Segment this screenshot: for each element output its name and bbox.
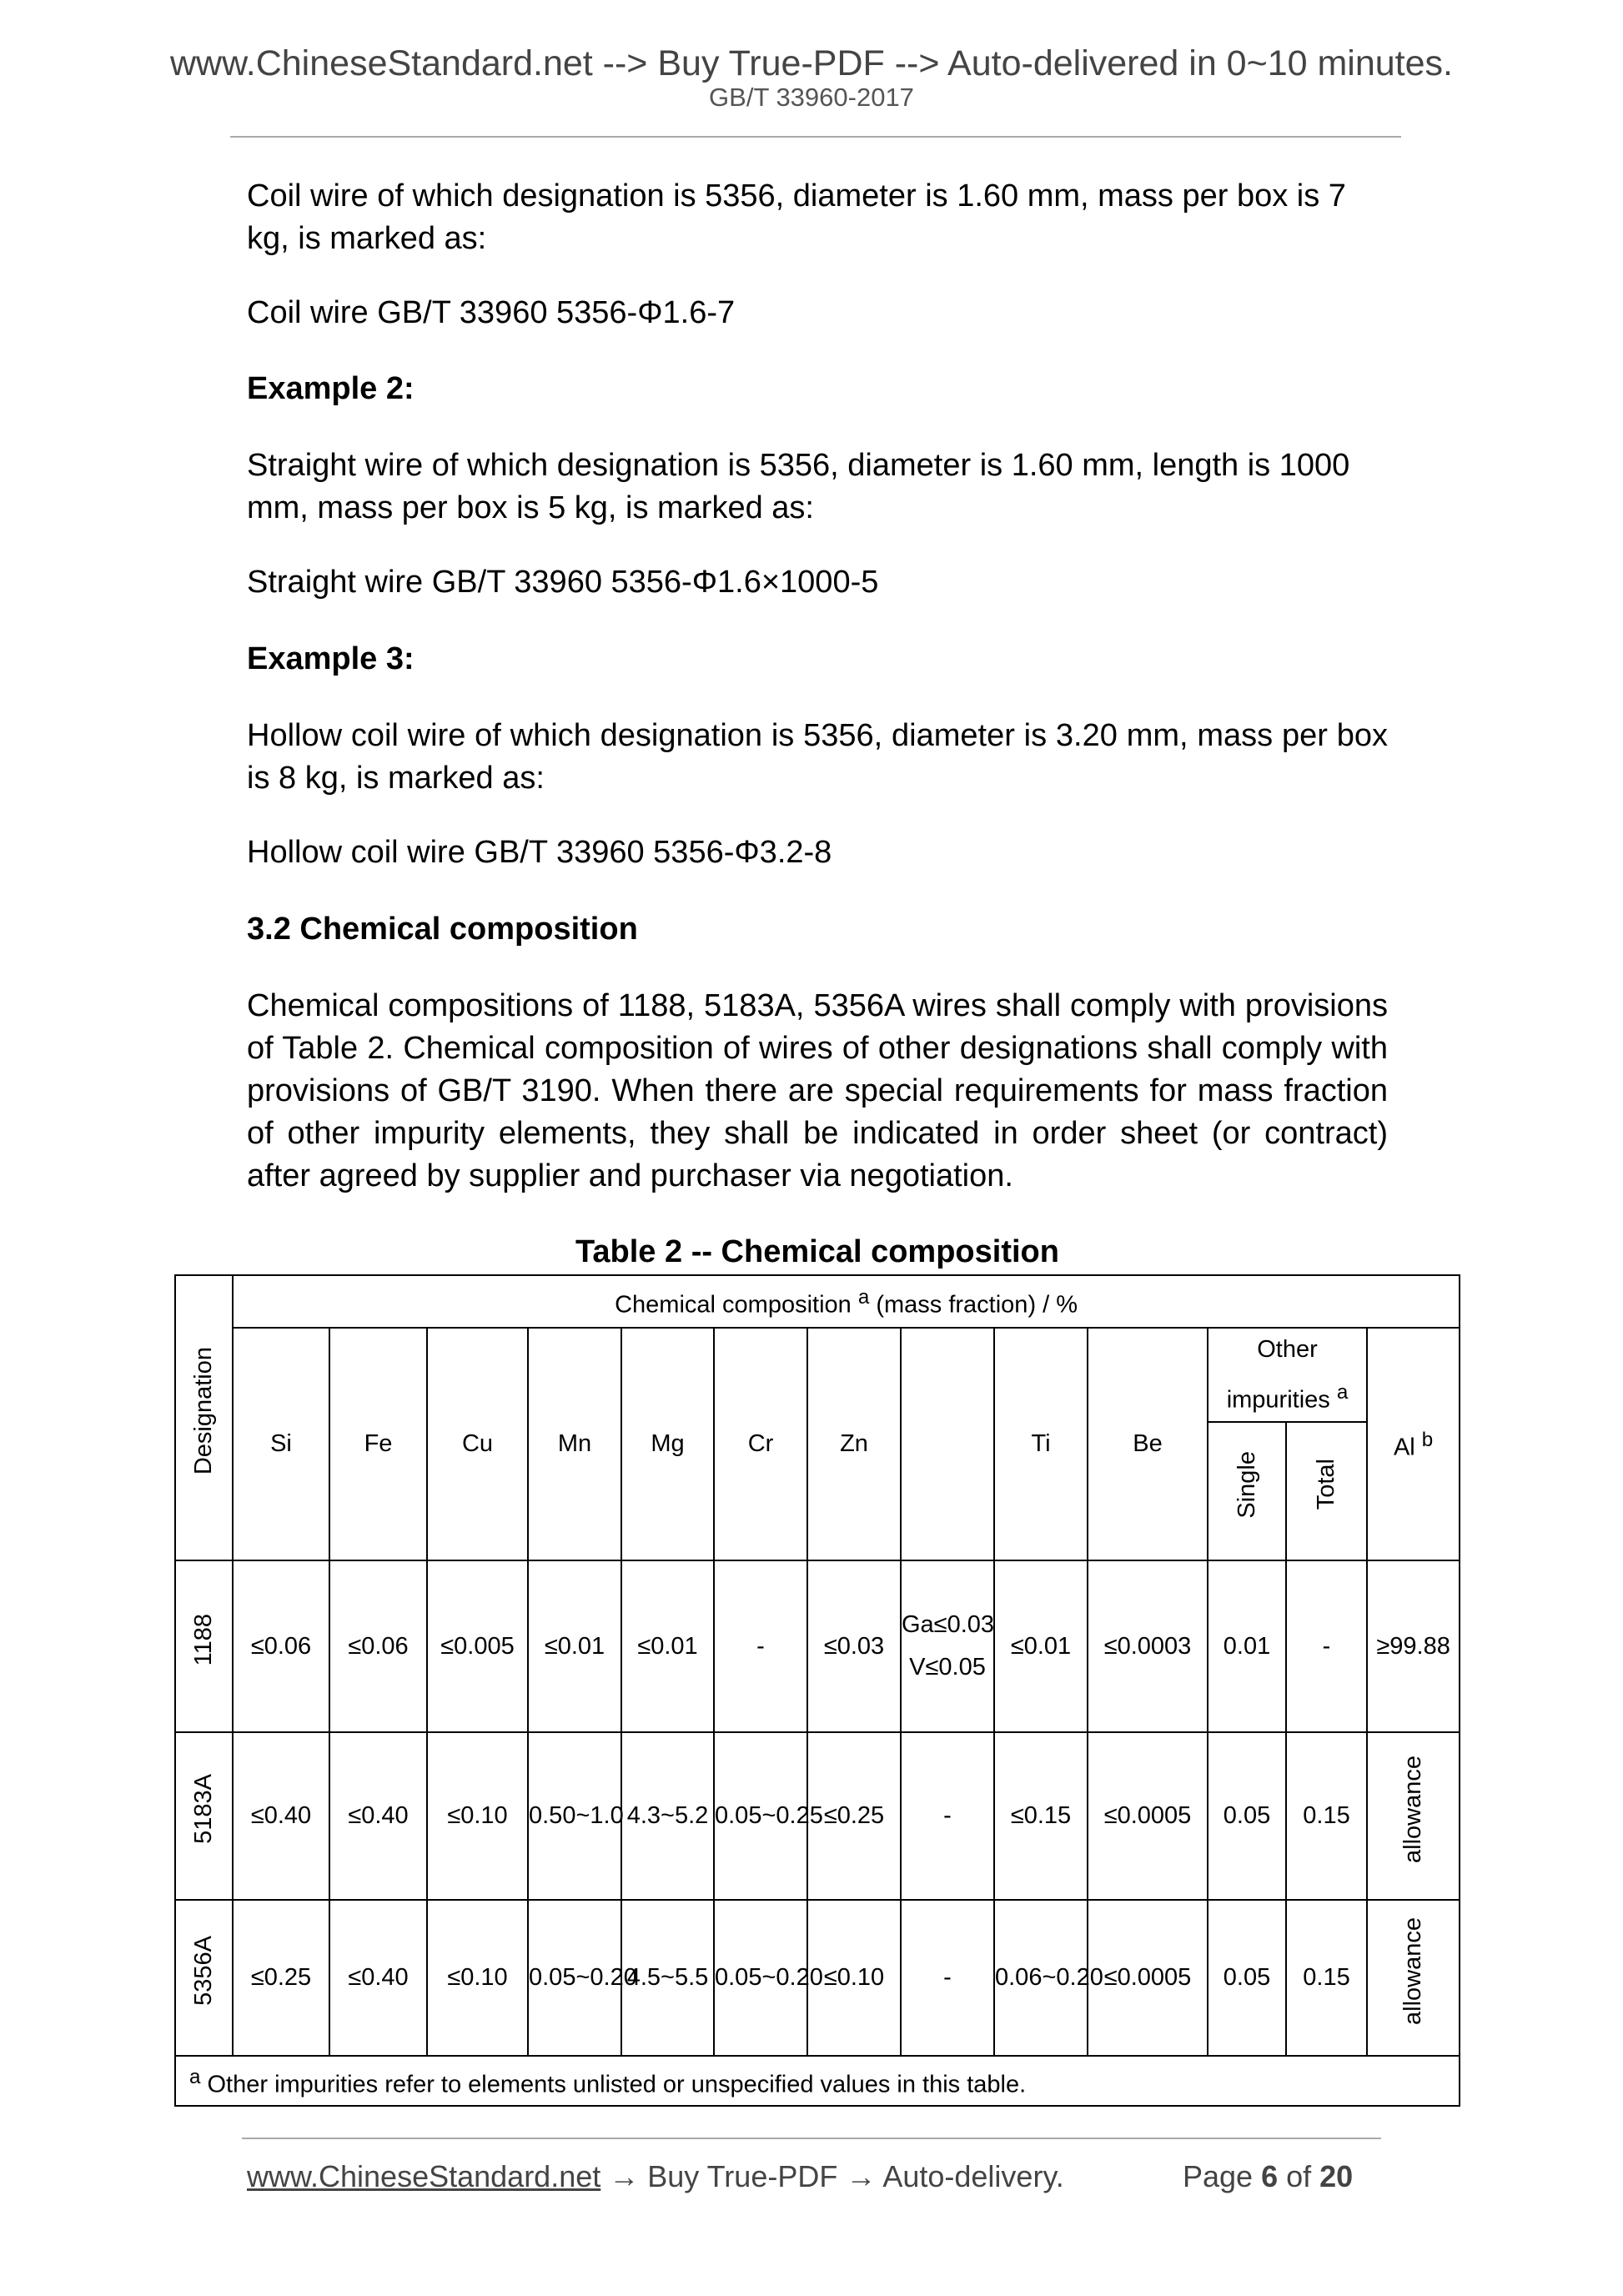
col-header-ti: Ti	[994, 1328, 1088, 1561]
col-header-cu: Cu	[427, 1328, 528, 1561]
paragraph-chemical-composition: Chemical compositions of 1188, 5183A, 5356A wires shall comply with provisions of Table 2. Chemical composition of wires of other designations shall comply with provisions of GB/T 3190. When there are special requirements for mass fraction of other impurity elements, they shall be indicated in order sheet (or contract) after agreed by supplier and purchaser via negotiation.	[247, 988, 1388, 1193]
cell-single: 0.05	[1208, 1732, 1286, 1900]
section-heading-chemical-composition: 3.2 Chemical composition	[247, 912, 638, 947]
page-total: 20	[1319, 2159, 1354, 2193]
footer-promo	[247, 2158, 1064, 2196]
col-header-si: Si	[233, 1328, 329, 1561]
paragraph-straight-wire-example: Straight wire of which designation is 5356, diameter is 1.60 mm, length is 1000 mm, mass per box is 5 kg, is marked as:	[247, 448, 1350, 525]
footer-auto-text: Auto-delivery.	[876, 2159, 1064, 2193]
arrow-right-icon: →	[846, 2159, 877, 2193]
cell-al-cell	[1367, 1732, 1460, 1900]
col-header-be: Be	[1088, 1328, 1208, 1561]
table-row	[175, 1732, 1460, 1900]
cell-be: ≤0.0005	[1088, 1900, 1208, 2056]
paragraph-coil-wire-example: Coil wire of which designation is 5356, diameter is 1.60 mm, mass per box is 7 kg, is marked as:	[247, 178, 1346, 256]
col-header-other-impurities: Other impurities $^a$	[1208, 1328, 1367, 1423]
cell-al: allowance	[1399, 1755, 1427, 1863]
cell-mn: 0.50~1.0	[528, 1732, 621, 1900]
page-number: 6	[1261, 2159, 1279, 2193]
example-2-heading: Example 2:	[247, 371, 415, 406]
cell-mg: 4.3~5.2	[621, 1732, 714, 1900]
table-caption: Table 2 -- Chemical composition	[575, 1234, 1059, 1269]
cell-fe: ≤0.06	[329, 1560, 427, 1732]
col-header-other-elements	[901, 1328, 994, 1561]
col-header-mg: Mg	[621, 1328, 714, 1561]
footer-divider	[242, 2138, 1381, 2139]
cell-si: ≤0.06	[233, 1560, 329, 1732]
cell-ti: ≤0.15	[994, 1732, 1088, 1900]
row-designation-cell: 1188	[175, 1560, 233, 1732]
col-header-al: Al $^b$	[1367, 1328, 1460, 1561]
col-header-fe: Fe	[329, 1328, 427, 1561]
row-designation-cell: 5356A	[175, 1900, 233, 2056]
example-3-heading: Example 3:	[247, 641, 415, 676]
row-designation-cell: 5183A	[175, 1732, 233, 1900]
cell-cu: ≤0.005	[427, 1560, 528, 1732]
cell-mn: 0.05~0.20	[528, 1900, 621, 2056]
chemical-composition-table	[174, 1274, 1460, 2107]
col-header-cr: Cr	[714, 1328, 807, 1561]
cell-fe: ≤0.40	[329, 1732, 427, 1900]
cell-cr: 0.05~0.25	[714, 1732, 807, 1900]
cell-other-elements: Ga≤0.03 V≤0.05	[901, 1560, 994, 1732]
cell-zn: ≤0.03	[807, 1560, 901, 1732]
col-header-mn: Mn	[528, 1328, 621, 1561]
cell-be: ≤0.0003	[1088, 1560, 1208, 1732]
cell-ti: ≤0.01	[994, 1560, 1088, 1732]
cell-mg: ≤0.01	[621, 1560, 714, 1732]
cell-al: ≥99.88	[1367, 1560, 1460, 1732]
footer-site-link[interactable]: www.ChineseStandard.net	[247, 2159, 601, 2193]
cell-total: 0.15	[1286, 1732, 1367, 1900]
cell-cu: ≤0.10	[427, 1900, 528, 2056]
col-header-single-cell	[1208, 1422, 1286, 1560]
arrow-right-icon: →	[609, 2159, 640, 2193]
col-header-total: Total	[1313, 1459, 1339, 1510]
cell-total: -	[1286, 1560, 1367, 1732]
header-divider	[230, 136, 1401, 138]
standard-number: GB/T 33960-2017	[709, 83, 914, 112]
cell-single: 0.05	[1208, 1900, 1286, 2056]
cell-cr: -	[714, 1560, 807, 1732]
group-header-cell: Chemical composition $^a$ (mass fraction) / %	[233, 1275, 1460, 1328]
cell-total: 0.15	[1286, 1900, 1367, 2056]
designation-header-cell	[175, 1275, 233, 1560]
table-header-row-group	[175, 1275, 1460, 1328]
cell-be: ≤0.0005	[1088, 1732, 1208, 1900]
table-header-row-columns	[175, 1328, 1460, 1423]
cell-si: ≤0.25	[233, 1900, 329, 2056]
cell-si: ≤0.40	[233, 1732, 329, 1900]
cell-al-cell	[1367, 1900, 1460, 2056]
paragraph-hollow-coil-example: Hollow coil wire of which designation is 5356, diameter is 3.20 mm, mass per box is 8 kg, is marked as:	[247, 718, 1388, 796]
cell-zn: ≤0.25	[807, 1732, 901, 1900]
cell-mg: 4.5~5.5	[621, 1900, 714, 2056]
cell-mn: ≤0.01	[528, 1560, 621, 1732]
footer-buy-text: Buy True-PDF	[639, 2159, 847, 2193]
paragraph-coil-wire-marking: Coil wire GB/T 33960 5356-Φ1.6-7	[247, 295, 736, 330]
cell-ti: 0.06~0.20	[994, 1900, 1088, 2056]
cell-cr: 0.05~0.20	[714, 1900, 807, 2056]
page-indicator: Page 6 of 20	[1183, 2159, 1354, 2193]
cell-zn: ≤0.10	[807, 1900, 901, 2056]
cell-fe: ≤0.40	[329, 1900, 427, 2056]
table-row	[175, 1560, 1460, 1732]
table-footnote: $^a$ Other impurities refer to elements unlisted or unspecified values in this table.	[175, 2056, 1460, 2106]
col-header-single: Single	[1233, 1450, 1260, 1519]
cell-al: allowance	[1399, 1917, 1427, 2025]
cell-single: 0.01	[1208, 1560, 1286, 1732]
paragraph-hollow-coil-marking: Hollow coil wire GB/T 33960 5356-Φ3.2-8	[247, 835, 832, 870]
col-header-zn: Zn	[807, 1328, 901, 1561]
cell-other-elements: -	[901, 1900, 994, 2056]
cell-other-elements: -	[901, 1732, 994, 1900]
table-row	[175, 1900, 1460, 2056]
paragraph-straight-wire-marking: Straight wire GB/T 33960 5356-Φ1.6×1000-5	[247, 565, 879, 600]
col-header-total-cell	[1286, 1422, 1367, 1560]
cell-cu: ≤0.10	[427, 1732, 528, 1900]
designation-header: Designation	[190, 1347, 217, 1475]
header-banner: www.ChineseStandard.net --> Buy True-PDF --> Auto-delivered in 0~10 minutes.	[169, 43, 1453, 83]
table-footnote-row	[175, 2056, 1460, 2106]
